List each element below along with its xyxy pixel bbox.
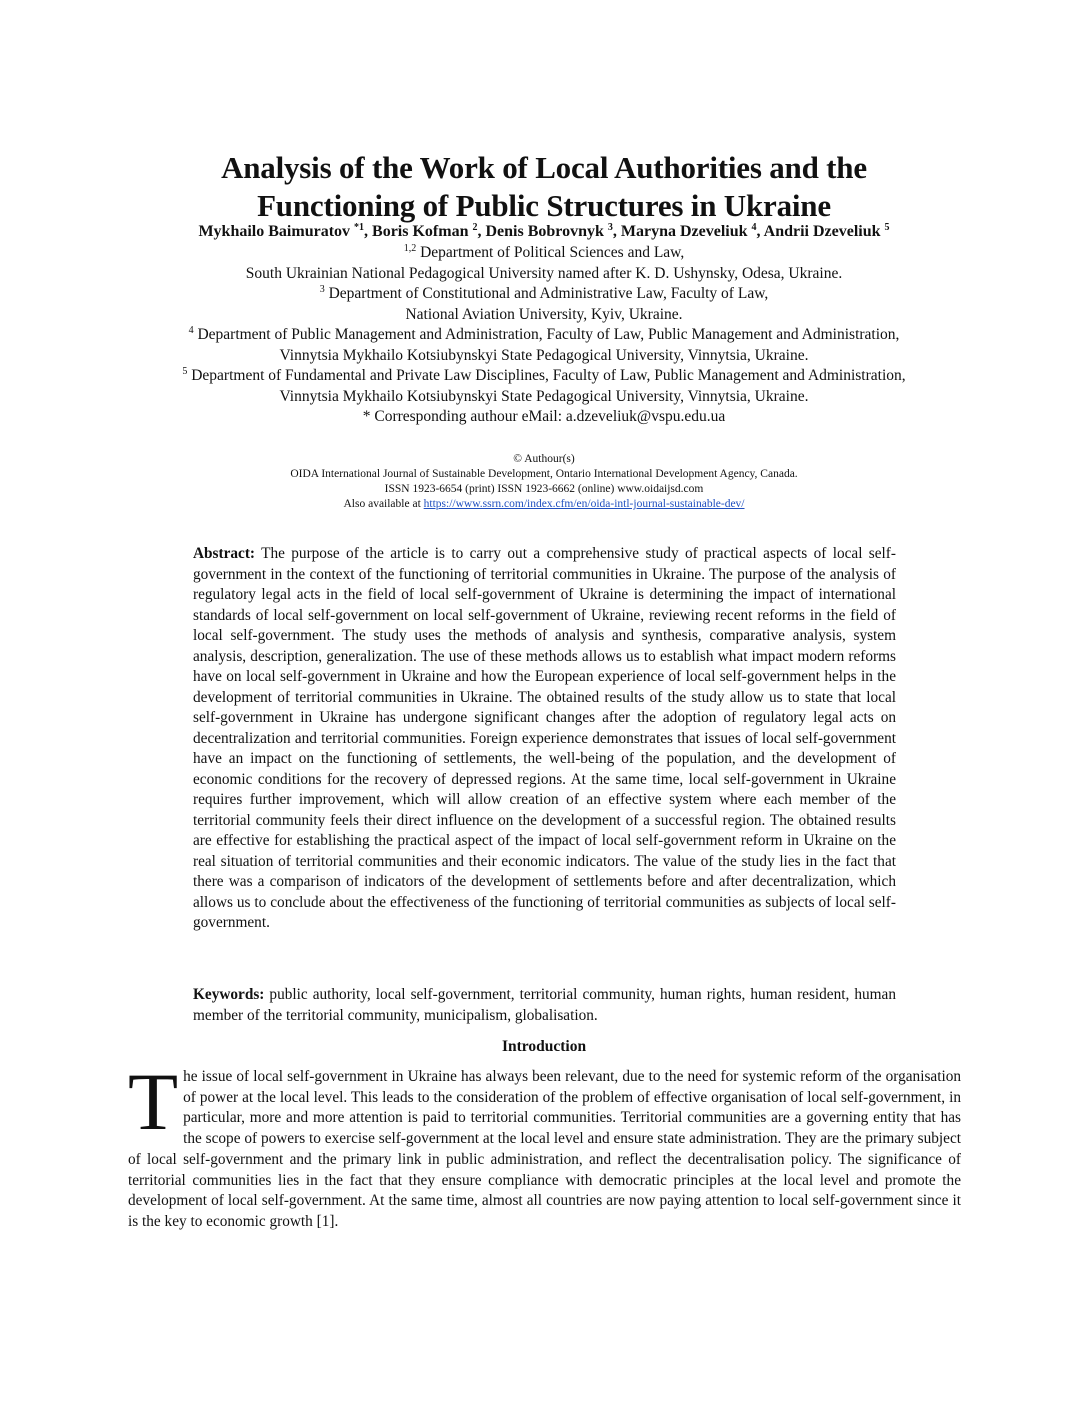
affiliation-line xyxy=(80,387,1008,408)
affiliations xyxy=(80,243,1008,428)
affiliation-line xyxy=(80,366,1008,387)
author-name: Denis Bobrovnyk xyxy=(485,223,604,240)
author-separator: , xyxy=(612,223,621,240)
affiliation-line xyxy=(80,346,1008,367)
author-mark: 4 xyxy=(751,222,757,233)
issn-line: ISSN 1923-6654 (print) ISSN 1923-6662 (online) www.oidaijsd.com xyxy=(384,483,704,495)
author-name: Boris Kofman xyxy=(372,223,469,240)
title-line: Functioning of Public Structures in Ukraine xyxy=(257,187,831,223)
affiliation-mark: 1,2 xyxy=(403,243,417,254)
author-separator: , xyxy=(756,223,764,240)
copyright-notice: © Authour(s) xyxy=(513,453,575,465)
author-name: Andrii Dzeveliuk xyxy=(763,223,881,240)
abstract-label: Abstract: xyxy=(193,545,256,562)
author-separator: , xyxy=(364,223,373,240)
affiliation-text: South Ukrainian National Pedagogical University named after K. D. Ushynsky, Odesa, Ukraine. xyxy=(245,264,843,282)
affiliation-text: Department of Political Sciences and Law, xyxy=(416,244,685,261)
availability-line xyxy=(80,497,1008,512)
abstract-text: The purpose of the article is to carry out a comprehensive study of practical aspects of local self-government in the context of the functioning of territorial communities in Ukraine. The purpose of the analysis of regulatory legal acts in the field of local self-government of Ukraine is determining the impact of international standards of local self-government on local self-government of Ukraine, reviewing recent reforms in the field of local self-government. The study uses the methods of analysis and synthesis, comparative analysis, system analysis, description, generalization. The use of these methods allows us to establish what impact modern reforms have on local self-government in Ukraine and how the European experience of local self-government helps in the development of territorial communities in Ukraine. The obtained results of the study allow us to state that local self-government in Ukraine has undergone significant changes after the adoption of regulatory legal acts on decentralization and territorial communities. Foreign experience demonstrates that issues of local self-government have an impact on the functioning of settlements, the well-being of the population, and the development of economic conditions for the recovery of depressed regions. At the same time, local self-government in Ukraine requires further improvement, which will allow creation of an effective system where each member of the territorial community feels their direct influence on the development of a successful region. The obtained results are effective for establishing the practical aspect of the impact of local self-government reform in Ukraine on the real situation of territorial communities and their economic indicators. The value of the study lies in the fact that there was a comparison of indicators of the development of settlements before and after decentralization, which allows us to conclude about the effectiveness of the functioning of territorial communities as subjects of local self-government. xyxy=(193,545,896,931)
affiliation-text: * Corresponding authour eMail: a.dzeveliuk@vspu.edu.ua xyxy=(362,408,726,425)
author-name: Maryna Dzeveliuk xyxy=(620,223,748,240)
affiliation-line xyxy=(80,264,1008,285)
paper-title xyxy=(100,149,988,225)
drop-cap: T xyxy=(128,1056,179,1147)
introduction-text: he issue of local self-government in Ukraine has always been relevant, due to the need for systemic reform of the organisation of power at the local level. This leads to the consideration of the problem of effective organisation of local self-government, in particular, more and more attention is paid to territorial communities. Territorial communities are a governing entity that has the scope of powers to exercise self-government at the local level and ensure state administration. They are the primary subject of local self-government and the primary link in public administration, and reflect the decentralisation policy. The significance of territorial communities lies in the fact that they ensure compliance with democratic principles at the local level and promote the development of local self-government. At the same time, almost all countries are now paying attention to local self-government since it is the key to economic growth [1]. xyxy=(128,1068,961,1230)
author xyxy=(764,223,890,240)
keywords-text: public authority, local self-government, territorial community, human rights, human resident, human member of the territorial community, municipalism, globalisation. xyxy=(193,986,896,1024)
author-name: Mykhailo Baimuratov xyxy=(198,223,351,240)
affiliation-mark: 4 xyxy=(188,325,194,336)
author-mark: 5 xyxy=(884,222,890,233)
author-list xyxy=(80,222,1008,242)
author-mark: 2 xyxy=(472,222,478,233)
affiliation-text: Vinnytsia Mykhailo Kotsiubynskyi State Pedagogical University, Vinnytsia, Ukraine. xyxy=(279,387,809,405)
author xyxy=(485,223,620,240)
affiliation-text: Department of Public Management and Administration, Faculty of Law, Public Management and Administration, xyxy=(193,326,900,343)
affiliation-text: Department of Constitutional and Administrative Law, Faculty of Law, xyxy=(324,285,769,302)
publication-info xyxy=(80,452,1008,512)
title-line: Analysis of the Work of Local Authorities and the xyxy=(221,149,867,185)
introduction-heading: Introduction xyxy=(501,1038,587,1055)
affiliation-text: Department of Fundamental and Private Law Disciplines, Faculty of Law, Public Management and Administration, xyxy=(187,367,906,384)
affiliation-text: National Aviation University, Kyiv, Ukraine. xyxy=(405,305,683,323)
introduction-paragraph xyxy=(128,1056,961,1233)
affiliation-line xyxy=(80,284,1008,305)
affiliation-line xyxy=(80,325,1008,346)
author xyxy=(621,223,764,240)
keywords-label: Keywords: xyxy=(193,986,265,1003)
affiliation-mark: 5 xyxy=(182,366,188,377)
abstract xyxy=(193,544,896,934)
keywords xyxy=(193,985,896,1026)
affiliation-text: Vinnytsia Mykhailo Kotsiubynskyi State Pedagogical University, Vinnytsia, Ukraine. xyxy=(279,346,809,364)
availability-prefix: Also available at xyxy=(343,498,424,510)
corresponding-author xyxy=(80,407,1008,428)
author xyxy=(198,223,372,240)
affiliation-line xyxy=(80,243,1008,264)
journal-name: OIDA International Journal of Sustainable Development, Ontario International Development Agency, Canada. xyxy=(290,468,798,480)
author-separator: , xyxy=(477,223,486,240)
author xyxy=(372,223,485,240)
author-mark: *1 xyxy=(354,222,365,233)
ssrn-link[interactable]: https://www.ssrn.com/index.cfm/en/oida-intl-journal-sustainable-dev/ xyxy=(423,498,745,510)
affiliation-line xyxy=(80,305,1008,326)
affiliation-mark: 3 xyxy=(319,284,325,295)
author-mark: 3 xyxy=(607,222,613,233)
